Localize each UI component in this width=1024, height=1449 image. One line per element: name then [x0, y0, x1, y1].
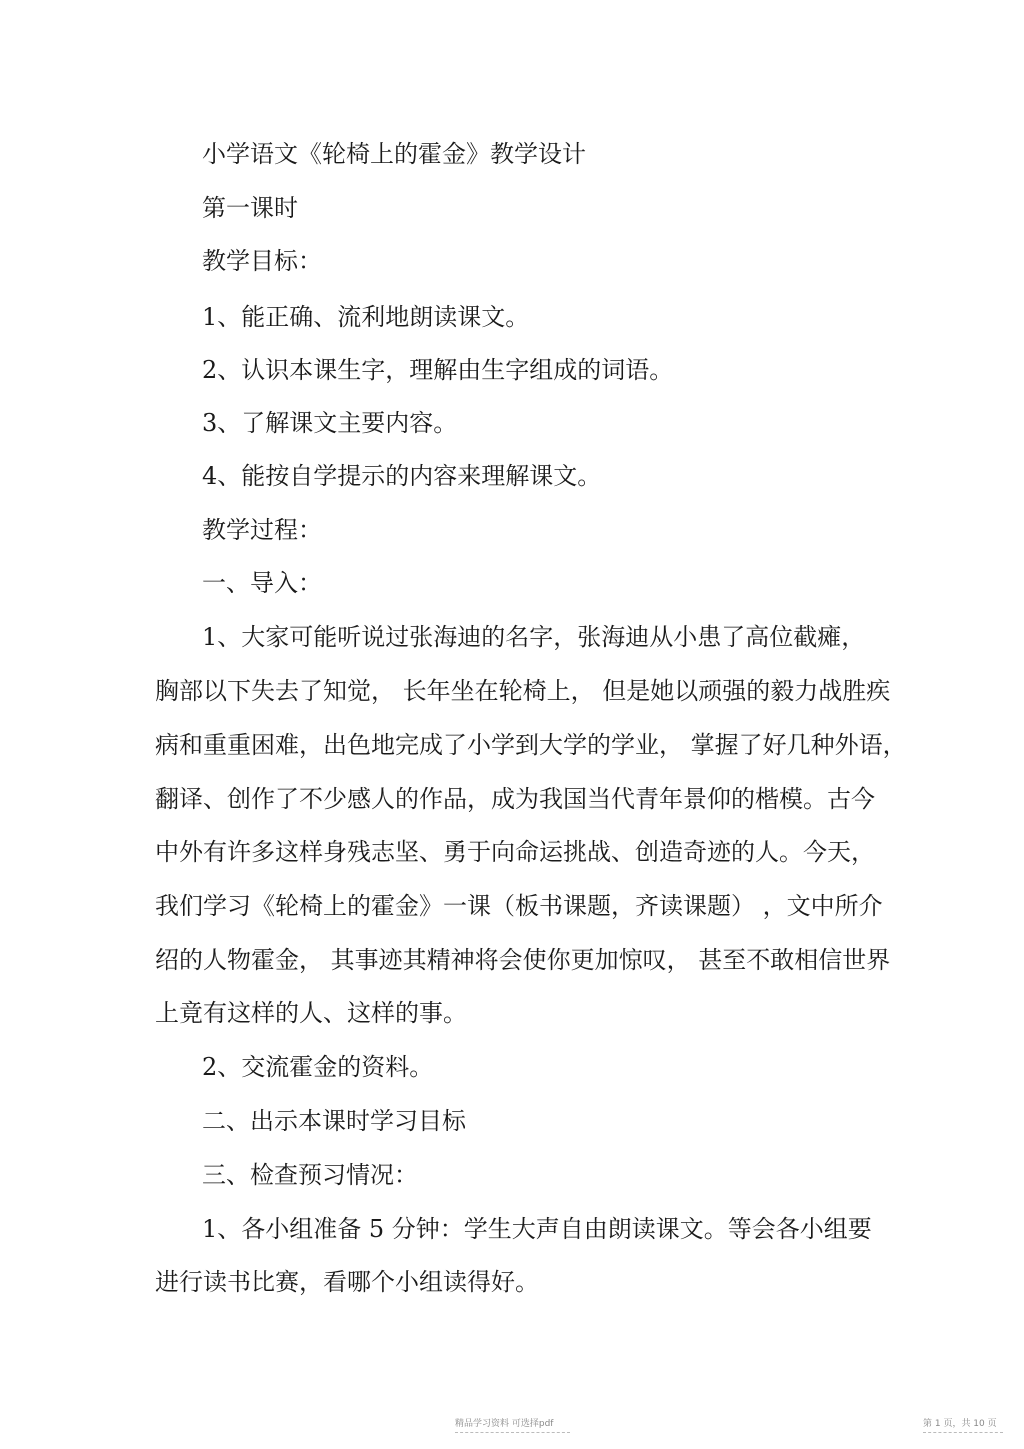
section-heading-objectives: 二、出示本课时学习目标: [202, 1107, 466, 1135]
section-heading-preview: 三、检查预习情况：: [202, 1161, 418, 1189]
lesson-label: 第一课时: [202, 194, 298, 222]
paragraph-line: 1、大家可能听说过张海迪的名字，张海迪从小患了高位截瘫，: [202, 623, 866, 651]
footer-divider: [923, 1432, 1003, 1433]
list-item: 2、交流霍金的资料。: [202, 1053, 434, 1081]
paragraph-line: 进行读书比赛，看哪个小组读得好。: [155, 1268, 539, 1296]
objective-item: 3、了解课文主要内容。: [202, 409, 458, 437]
page-number: 第 1 页，共 10 页: [923, 1419, 997, 1429]
paragraph-line: 上竟有这样的人、这样的事。: [155, 999, 467, 1027]
footer-watermark: 精品学习资料 可选择pdf: [455, 1419, 554, 1429]
paragraph-line: 翻译、创作了不少感人的作品，成为我国当代青年景仰的楷模。古今: [155, 785, 875, 813]
objective-item: 4、能按自学提示的内容来理解课文。: [202, 462, 602, 490]
paragraph-line: 绍的人物霍金， 其事迹其精神将会使你更加惊叹， 甚至不敢相信世界: [155, 946, 891, 974]
objectives-heading: 教学目标：: [202, 247, 322, 275]
objective-item: 1、能正确、流利地朗读课文。: [202, 303, 530, 331]
document-title: 小学语文《轮椅上的霍金》教学设计: [202, 140, 586, 168]
paragraph-line: 我们学习《轮椅上的霍金》一课（板书课题，齐读课题） ，文中所介: [155, 892, 883, 920]
process-heading: 教学过程：: [202, 516, 322, 544]
paragraph-line: 1、各小组准备 5 分钟：学生大声自由朗读课文。等会各小组要: [202, 1215, 872, 1243]
paragraph-line: 病和重重困难，出色地完成了小学到大学的学业， 掌握了好几种外语，: [155, 731, 907, 759]
section-heading-intro: 一、导入：: [202, 569, 322, 597]
paragraph-line: 中外有许多这样身残志坚、勇于向命运挑战、创造奇迹的人。今天，: [155, 838, 875, 866]
footer-divider: [455, 1432, 570, 1433]
paragraph-line: 胸部以下失去了知觉， 长年坐在轮椅上， 但是她以顽强的毅力战胜疾: [155, 677, 891, 705]
objective-item: 2、认识本课生字，理解由生字组成的词语。: [202, 356, 674, 384]
